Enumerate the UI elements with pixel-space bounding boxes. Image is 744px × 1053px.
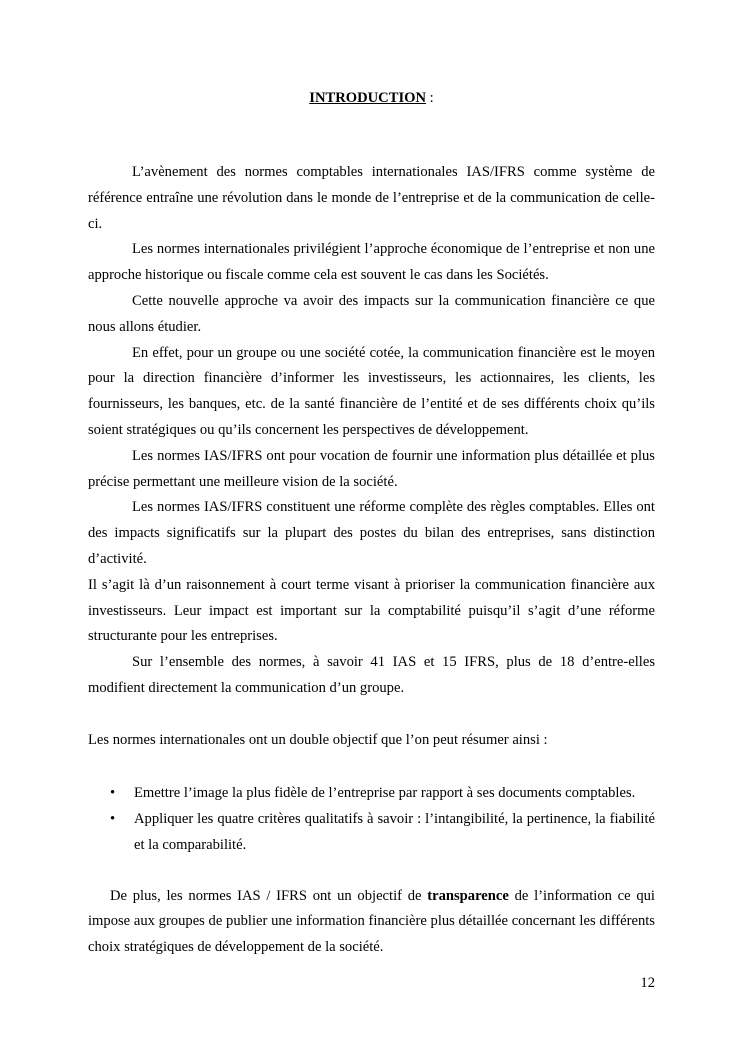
objectives-intro: Les normes internationales ont un double objectif que l’on peut résumer ainsi : (88, 731, 548, 748)
page-title (88, 89, 655, 107)
body-text (88, 160, 655, 961)
closing-text-start: De plus, les normes IAS / IFRS ont un objectif de (110, 887, 428, 904)
spacer (88, 702, 655, 728)
bullet-icon: • (110, 784, 116, 801)
paragraph-7: Il s’agit là d’un raisonnement à court terme visant à prioriser la communication financière aux investisseurs. Leur impact est important sur la comptabilité puisqu’il s’agit d’une réforme structurante pour les entreprises. (88, 576, 655, 645)
paragraph-6: Les normes IAS/IFRS constituent une réforme complète des règles comptables. Elles ont des impacts significatifs sur la plupart des postes du bilan des entreprises, sans distinction d’activité. (88, 499, 655, 567)
document-page (88, 0, 655, 1053)
paragraph-4: En effet, pour un groupe ou une société cotée, la communication financière est le moyen pour la direction financière d’informer les investisseurs, les actionnaires, les clients, les fournisseurs, les banques, etc. de la santé financière de l’entité et de ses différents choix qu’ils soient stratégiques ou qu’ils concernent les perspectives de développement. (88, 344, 655, 438)
paragraph-1: L’avènement des normes comptables internationales IAS/IFRS comme système de référence entraîne une révolution dans le monde de l’entreprise et de la communication de celle-ci. (88, 164, 655, 232)
paragraph-3: Cette nouvelle approche va avoir des impacts sur la communication financière ce que nous allons étudier. (88, 292, 655, 335)
closing-paragraph (88, 884, 655, 961)
bullet-icon: • (110, 810, 116, 827)
title-text: INTRODUCTION (309, 90, 427, 106)
paragraph-8: Sur l’ensemble des normes, à savoir 41 IAS et 15 IFRS, plus de 18 d’entre-elles modifient directement la communication d’un groupe. (88, 654, 655, 696)
title-colon: : (426, 90, 434, 106)
closing-emphasis: transparence (427, 887, 509, 904)
list-item (88, 806, 655, 858)
list-item-text: Appliquer les quatre critères qualitatifs à savoir : l’intangibilité, la pertinence, la fiabilité et la comparabilité. (134, 810, 655, 853)
paragraph-2: Les normes internationales privilégient l’approche économique de l’entreprise et non une approche historique ou fiscale comme cela est souvent le cas dans les Sociétés. (88, 241, 655, 284)
list-item (88, 780, 655, 806)
spacer (88, 754, 655, 780)
spacer (88, 858, 655, 884)
closing-text-end: de l’information ce qui impose aux groupes de publier une information financière plus détaillée concernant les différents choix stratégiques de développement de la société. (88, 887, 655, 956)
page-number: 12 (640, 975, 655, 991)
list-item-text: Emettre l’image la plus fidèle de l’entreprise par rapport à ses documents comptables. (134, 784, 636, 801)
objectives-list (88, 780, 655, 858)
paragraph-5: Les normes IAS/IFRS ont pour vocation de fournir une information plus détaillée et plus précise permettant une meilleure vision de la société. (88, 447, 655, 490)
